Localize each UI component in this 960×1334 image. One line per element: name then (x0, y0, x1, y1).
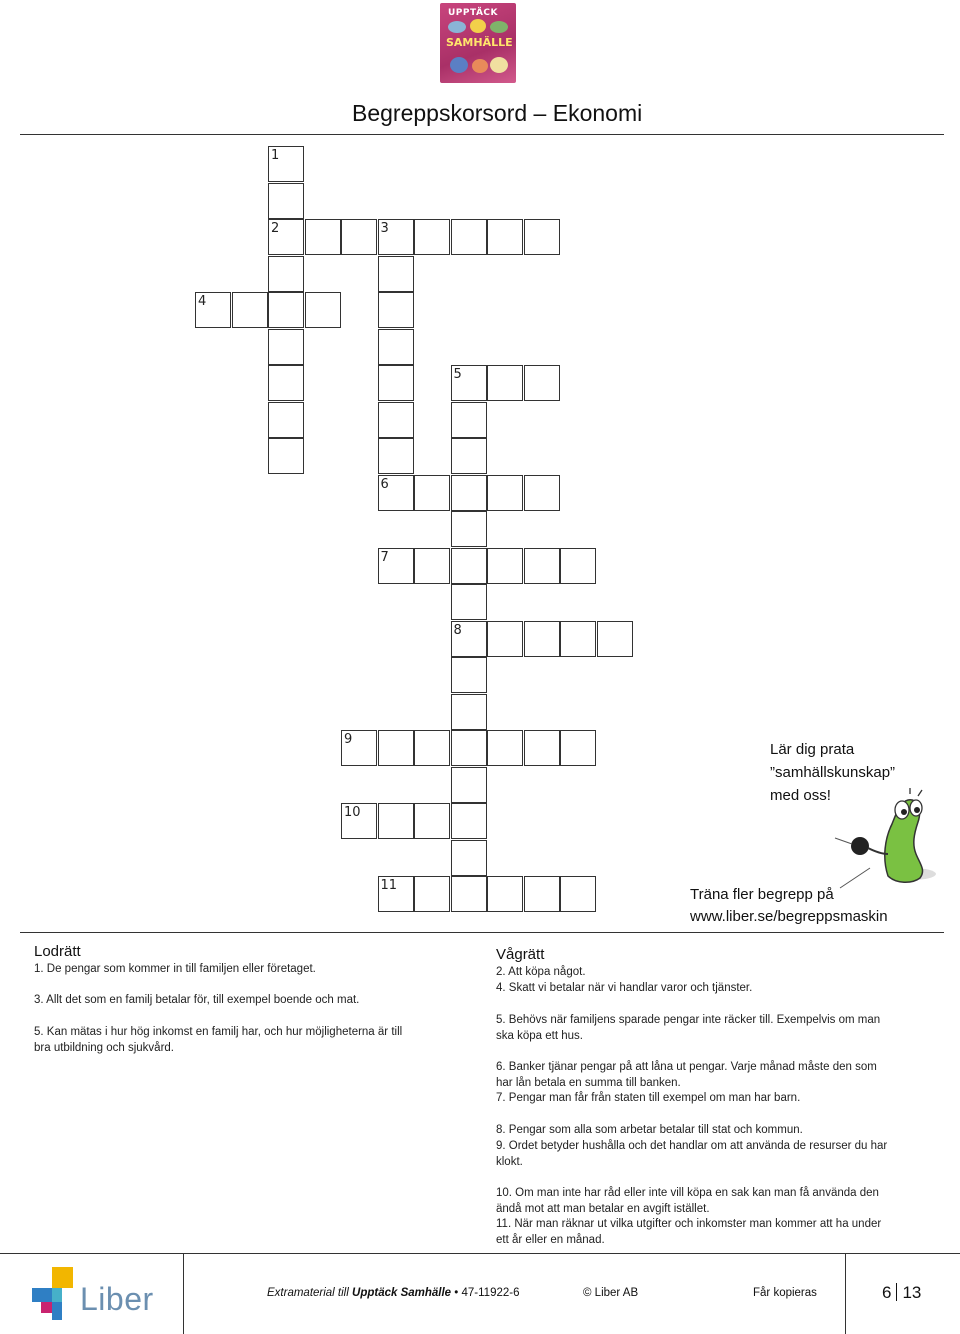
crossword-cell[interactable] (268, 402, 304, 438)
page-number (882, 1283, 921, 1303)
cover-photo (490, 57, 508, 73)
across-clue-9-cont: klokt. (496, 1156, 523, 1168)
cover-photo (470, 19, 486, 33)
cover-top-label: UPPTÄCK (448, 8, 498, 18)
down-clue-5: 5. Kan mätas i hur hög inkomst en familj har, och hur möjligheterna är till (34, 1026, 403, 1038)
book-cover-image (440, 3, 516, 83)
crossword-cell[interactable] (451, 475, 487, 511)
total-pages: 13 (902, 1283, 922, 1302)
crossword-cell[interactable] (414, 219, 450, 255)
crossword-cell[interactable] (414, 730, 450, 766)
logo-square-blue-2 (52, 1302, 62, 1320)
footer-extramaterial (267, 1287, 520, 1299)
crossword-cell[interactable] (487, 475, 523, 511)
clue-number: 10 (344, 805, 361, 820)
clue-number: 1 (271, 148, 280, 163)
across-clue-9: 9. Ordet betyder hushålla och det handlar om att använda de resurser du har (496, 1140, 888, 1152)
page-separator (896, 1283, 897, 1301)
crossword-cell[interactable] (597, 621, 633, 657)
crossword-cell[interactable] (268, 365, 304, 401)
clue-number: 8 (453, 622, 462, 638)
crossword-cell[interactable] (378, 548, 414, 584)
section-divider (20, 932, 944, 933)
crossword-cell[interactable] (451, 219, 487, 255)
across-clue-10: 10. Om man inte har råd eller inte vill köpa en sak kan man få använda den (496, 1187, 879, 1199)
crossword-cell[interactable] (378, 876, 414, 912)
across-heading: Vågrätt (496, 946, 545, 963)
crossword-cell[interactable] (451, 876, 487, 912)
clue-number: 5 (453, 367, 462, 382)
page-footer (0, 1253, 960, 1334)
crossword-cell[interactable] (232, 292, 268, 328)
cover-photo (490, 21, 508, 33)
footer-extra-label: Extramaterial till (267, 1287, 349, 1299)
crossword-cell[interactable] (451, 402, 487, 438)
crossword-cell[interactable] (560, 621, 596, 657)
crossword-cell[interactable] (524, 621, 560, 657)
crossword-cell[interactable] (414, 548, 450, 584)
side-note-line2: ”samhällskunskap” (770, 764, 896, 781)
crossword-cell[interactable] (268, 219, 304, 255)
down-clue-1: 1. De pengar som kommer in till familjen eller företaget. (34, 963, 316, 975)
logo-square-yellow (52, 1267, 73, 1288)
side-note-line1: Lär dig prata (770, 741, 855, 758)
across-clue-4: 4. Skatt vi betalar när vi handlar varor och tjänster. (496, 982, 753, 994)
logo-square-magenta (41, 1302, 52, 1313)
clue-number: 2 (271, 221, 280, 236)
footer-separator (183, 1253, 184, 1334)
crossword-cell[interactable] (414, 803, 450, 839)
across-clue-7: 7. Pengar man får från staten till exempel om man har barn. (496, 1092, 801, 1104)
side-note-line3: med oss! (770, 787, 831, 804)
crossword-cell[interactable] (487, 621, 523, 657)
crossword-cell[interactable] (451, 511, 487, 547)
crossword-cell[interactable] (487, 876, 523, 912)
crossword-cell[interactable] (524, 219, 560, 255)
crossword-cell[interactable] (560, 730, 596, 766)
crossword-cell[interactable] (560, 876, 596, 912)
across-clue-6-cont: har lån betala en summa till banken. (496, 1077, 681, 1089)
crossword-cell[interactable] (378, 803, 414, 839)
crossword-cell[interactable] (268, 292, 304, 328)
page-title: Begreppskorsord – Ekonomi (352, 100, 643, 126)
down-clue-5-cont: bra utbildning och sjukvård. (34, 1042, 174, 1054)
logo-square-cyan (52, 1288, 62, 1302)
crossword-cell[interactable] (451, 548, 487, 584)
crossword-cell[interactable] (305, 292, 341, 328)
footer-book-title: Upptäck Samhälle (352, 1287, 452, 1299)
down-clue-3: 3. Allt det som en familj betalar för, till exempel boende och mat. (34, 994, 360, 1006)
cover-photo (472, 59, 488, 73)
crossword-cell[interactable] (524, 548, 560, 584)
across-clue-5: 5. Behövs när familjens sparade pengar inte räcker till. Exempelvis om man (496, 1014, 881, 1026)
footer-divider (0, 1253, 960, 1254)
train-text-line1: Träna fler begrepp på (690, 886, 834, 903)
crossword-cell[interactable] (451, 730, 487, 766)
crossword-cell[interactable] (451, 694, 487, 730)
crossword-cell[interactable] (378, 438, 414, 474)
crossword-cell[interactable] (451, 803, 487, 839)
crossword-cell[interactable] (487, 365, 523, 401)
crossword-cell[interactable] (268, 256, 304, 292)
across-clue-8: 8. Pengar som alla som arbetar betalar till stat och kommun. (496, 1124, 803, 1136)
cover-photo (450, 57, 468, 73)
cover-photo (448, 21, 466, 33)
crossword-cell[interactable] (414, 876, 450, 912)
crossword-cell[interactable] (451, 621, 487, 657)
crossword-cell[interactable] (341, 803, 377, 839)
crossword-cell[interactable] (341, 219, 377, 255)
clue-number: 4 (198, 294, 207, 309)
crossword-cell[interactable] (268, 329, 304, 365)
cover-main-label: SAMHÄLLE (446, 36, 513, 49)
across-clue-5-cont: ska köpa ett hus. (496, 1030, 583, 1042)
crossword-cell[interactable] (451, 767, 487, 803)
crossword-cell[interactable] (451, 438, 487, 474)
crossword-cell[interactable] (378, 402, 414, 438)
title-divider (20, 134, 944, 135)
across-clue-11-cont: ett år eller en månad. (496, 1234, 605, 1246)
crossword-cell[interactable] (378, 365, 414, 401)
crossword-cell[interactable] (268, 183, 304, 219)
clue-number: 3 (380, 221, 389, 236)
clue-number: 7 (380, 549, 389, 565)
logo-square-blue (32, 1288, 52, 1302)
crossword-cell[interactable] (378, 292, 414, 328)
crossword-cell[interactable] (378, 329, 414, 365)
crossword-cell[interactable] (378, 219, 414, 255)
footer-isbn: • 47-11922-6 (454, 1287, 520, 1299)
clue-number: 11 (380, 878, 398, 893)
crossword-cell[interactable] (378, 475, 414, 511)
crossword-cell[interactable] (524, 876, 560, 912)
footer-copyright: © Liber AB (583, 1287, 639, 1299)
across-clue-2: 2. Att köpa något. (496, 966, 586, 978)
crossword-cell[interactable] (524, 730, 560, 766)
current-page: 6 (882, 1283, 892, 1302)
crossword-cell[interactable] (451, 657, 487, 693)
crossword-cell[interactable] (414, 475, 450, 511)
logo-wordmark: Liber (80, 1281, 154, 1317)
crossword-cell[interactable] (487, 548, 523, 584)
crossword-cell[interactable] (451, 584, 487, 620)
crossword-cell[interactable] (451, 365, 487, 401)
crossword-cell[interactable] (268, 146, 304, 182)
down-heading: Lodrätt (34, 943, 81, 960)
crossword-cell[interactable] (487, 730, 523, 766)
across-clue-11: 11. När man räknar ut vilka utgifter och inkomster man kommer att ha under (496, 1218, 882, 1230)
crossword-cell[interactable] (195, 292, 231, 328)
crossword-cell[interactable] (305, 219, 341, 255)
footer-separator (845, 1253, 846, 1334)
footer-copy-note: Får kopieras (753, 1287, 817, 1299)
crossword-cell[interactable] (560, 548, 596, 584)
crossword-cell[interactable] (378, 256, 414, 292)
crossword-cell[interactable] (268, 438, 304, 474)
crossword-cell[interactable] (378, 730, 414, 766)
crossword-cell[interactable] (341, 730, 377, 766)
crossword-cell[interactable] (451, 840, 487, 876)
across-clue-10-cont: ändå mot att man betalar en avgift istället. (496, 1203, 710, 1215)
across-clue-6: 6. Banker tjänar pengar på att låna ut pengar. Varje månad måste den som (496, 1061, 877, 1073)
crossword-cell[interactable] (524, 475, 560, 511)
train-link[interactable]: www.liber.se/begreppsmaskin (690, 908, 888, 925)
crossword-cell[interactable] (524, 365, 560, 401)
mascot-illustration (830, 788, 940, 898)
crossword-cell[interactable] (487, 219, 523, 255)
clue-number: 6 (380, 476, 389, 492)
clue-number: 9 (344, 732, 353, 747)
